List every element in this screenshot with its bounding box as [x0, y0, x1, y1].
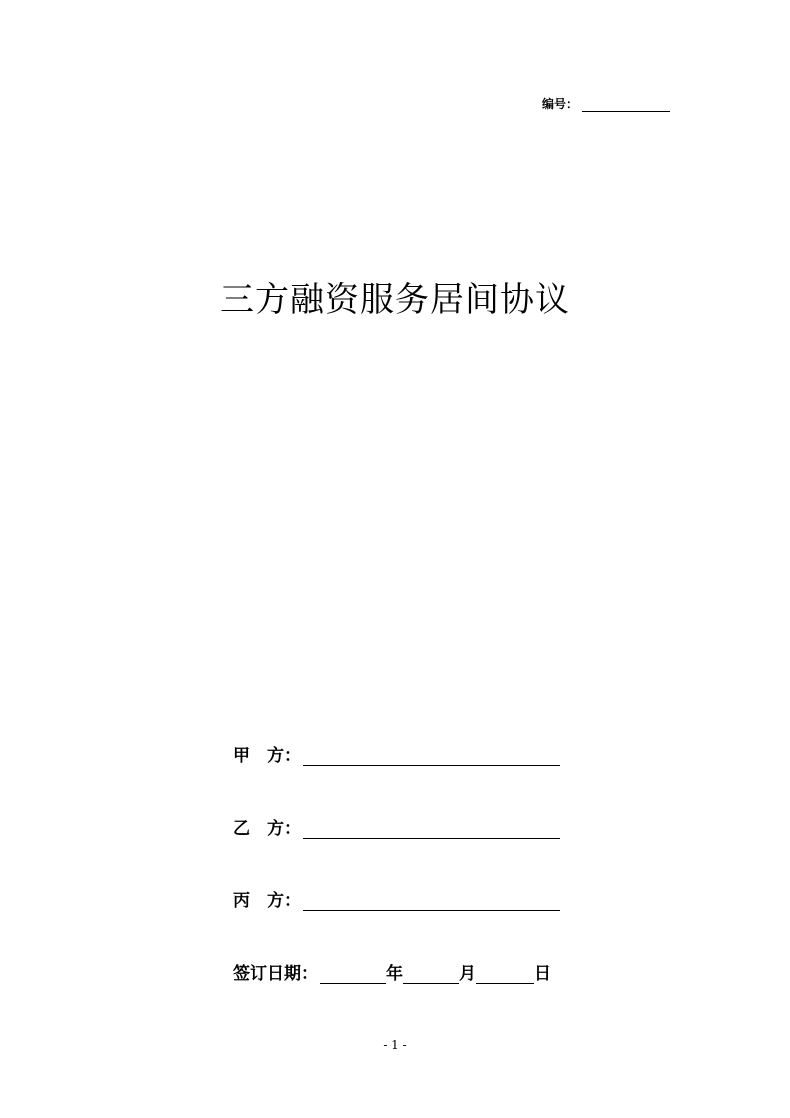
party-b-label: 乙 方： — [233, 819, 301, 839]
signing-year-label: 年 — [386, 964, 403, 984]
document-number-label: 编号： — [542, 97, 579, 111]
party-c-label: 丙 方： — [233, 891, 301, 911]
document-title: 三方融资服务居间协议 — [220, 280, 570, 320]
party-b-row — [233, 813, 560, 839]
party-b-blank — [303, 818, 560, 839]
signing-day-blank — [476, 963, 534, 984]
document-number — [542, 94, 670, 112]
signing-date-label: 签订日期： — [233, 964, 318, 984]
party-c-row — [233, 885, 560, 911]
signing-month-blank — [403, 963, 459, 984]
signing-year-blank — [320, 963, 386, 984]
document-number-blank — [582, 97, 670, 112]
page-number: - 1 - — [383, 1038, 407, 1052]
signing-month-label: 月 — [459, 964, 476, 984]
party-a-row — [233, 740, 560, 766]
signing-date-row — [233, 958, 551, 984]
party-a-blank — [303, 745, 560, 766]
party-c-blank — [303, 890, 560, 911]
signing-day-label: 日 — [534, 964, 551, 984]
party-a-label: 甲 方： — [233, 746, 301, 766]
